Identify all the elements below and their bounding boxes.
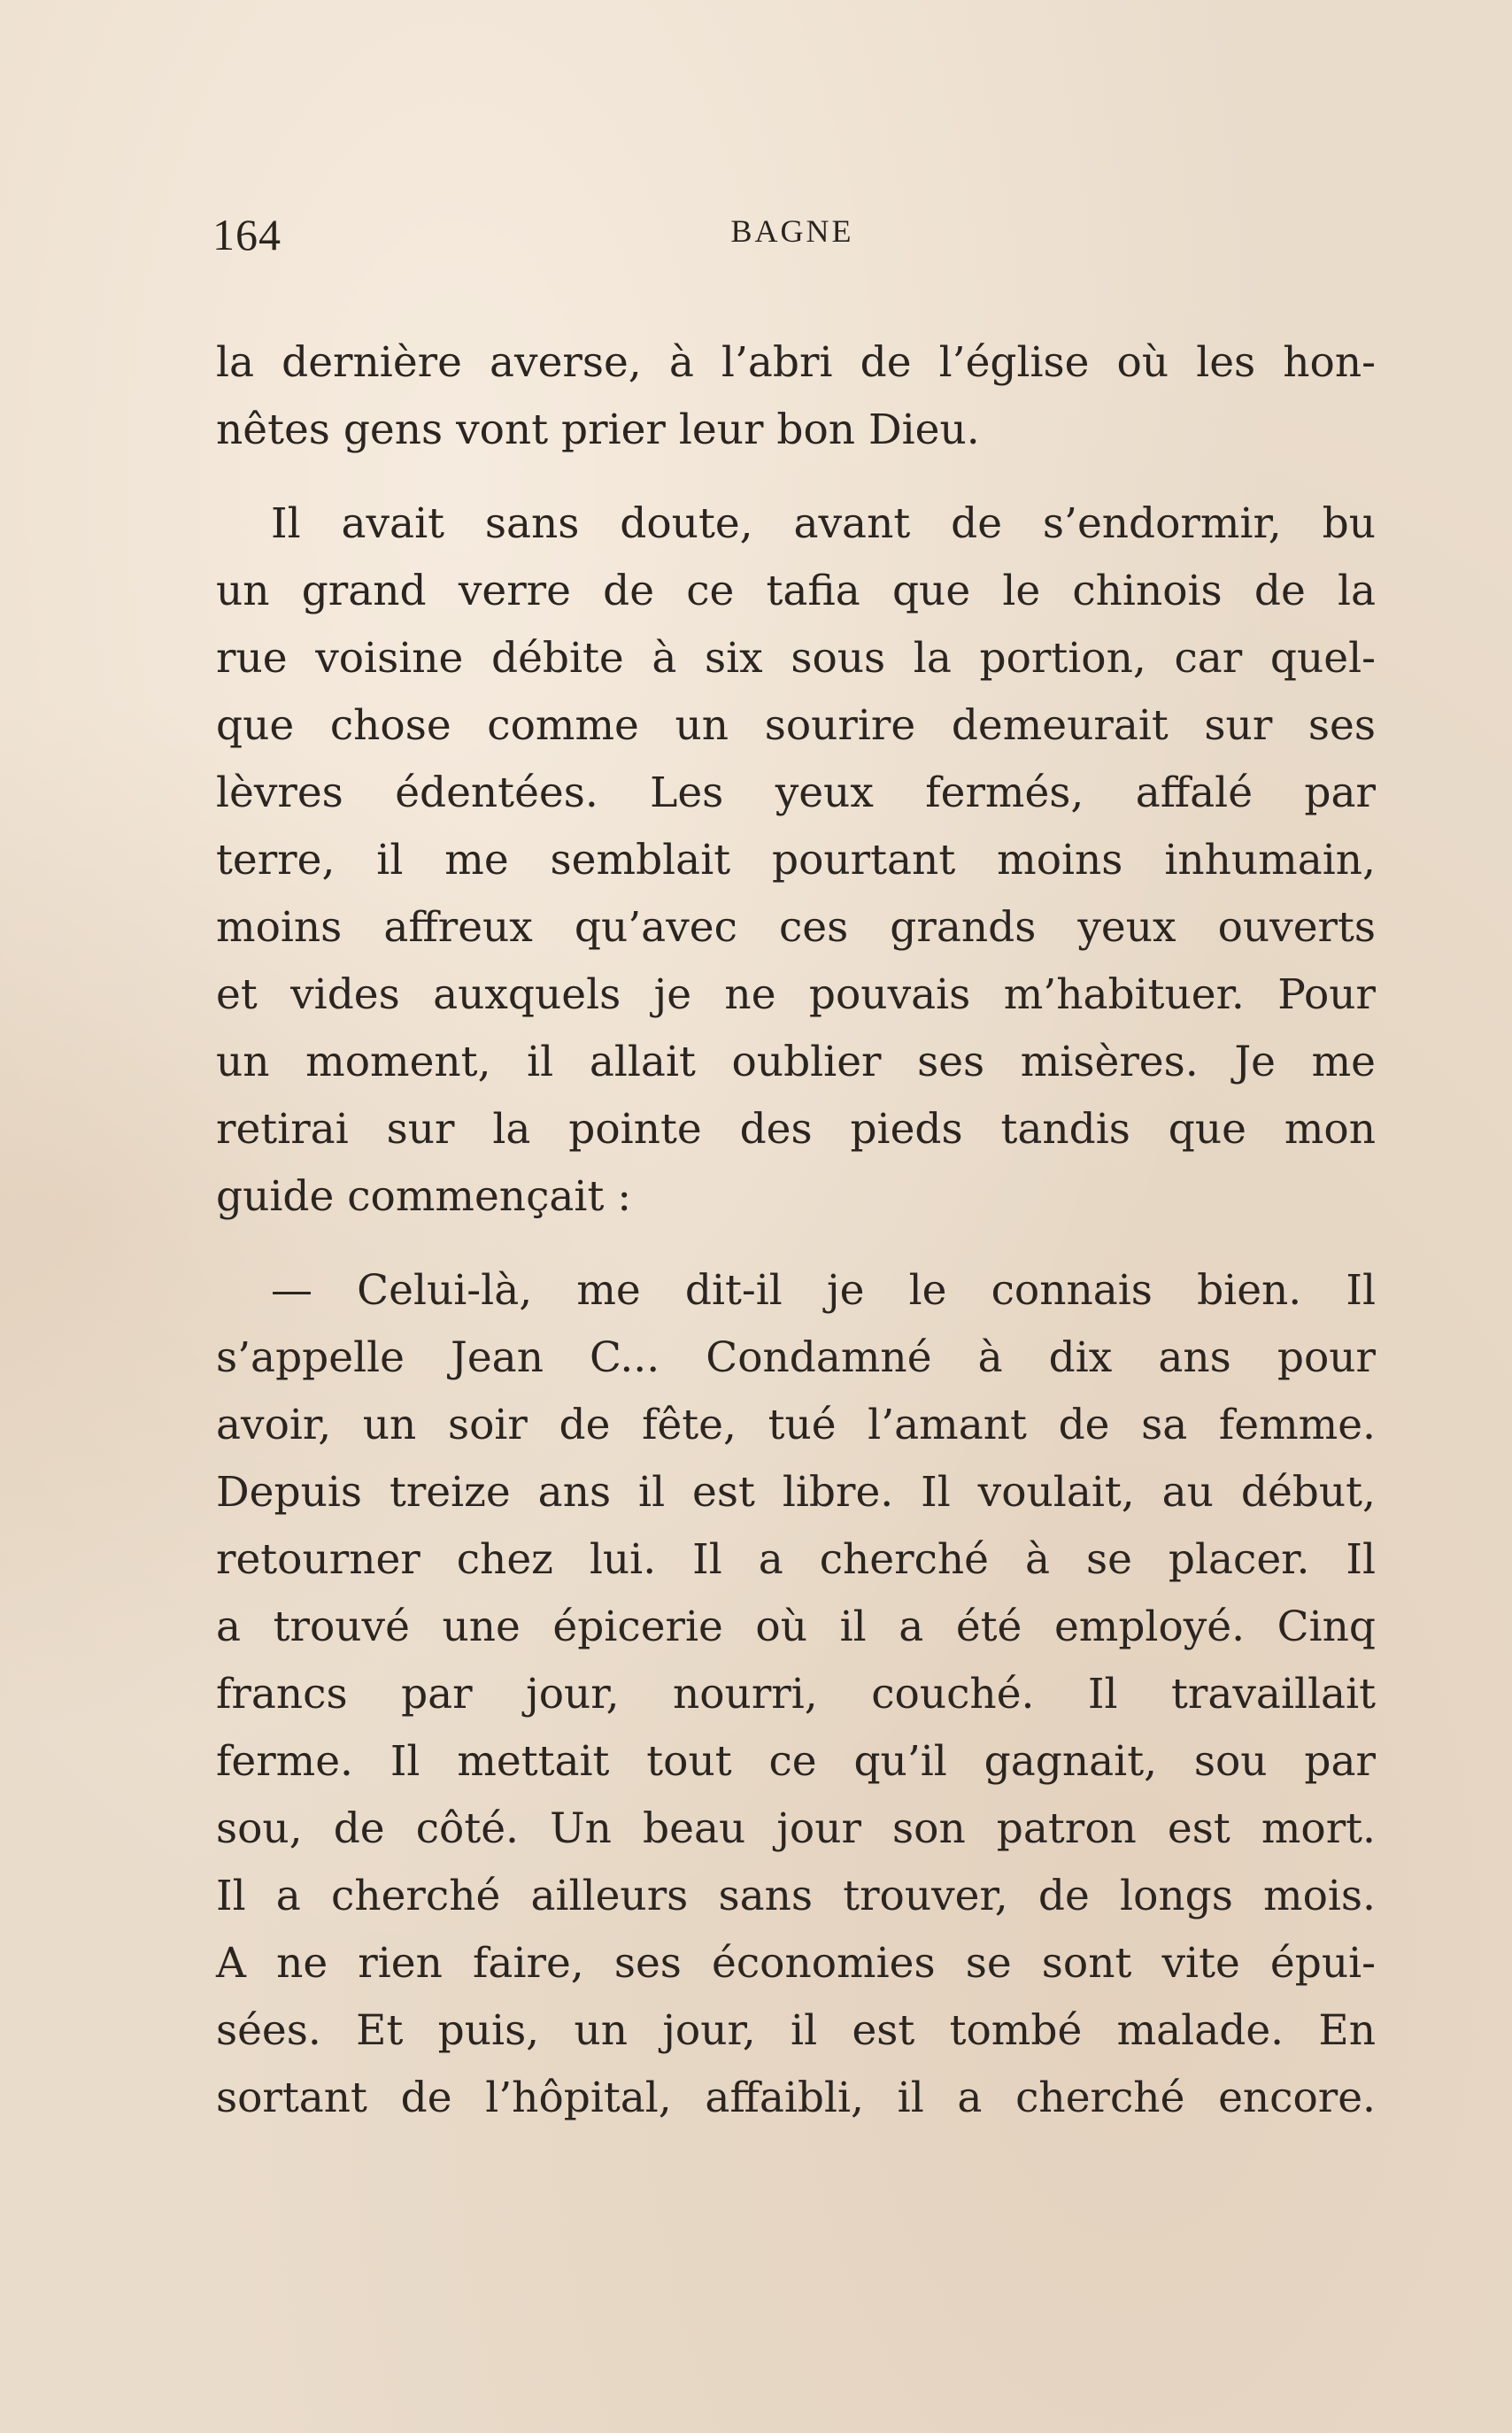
running-head: BAGNE xyxy=(730,213,854,249)
text-line: a trouvé une épicerie où il a été employé. Cinq xyxy=(216,1603,1376,1651)
text-line: guide commençait : xyxy=(216,1172,632,1221)
text-line: avoir, un soir de fête, tué l’amant de sa femme. xyxy=(216,1401,1376,1449)
paragraph-1 xyxy=(216,329,1376,464)
text-line: moins affreux qu’avec ces grands yeux ouverts xyxy=(216,903,1376,952)
text-line: sées. Et puis, un jour, il est tombé malade. En xyxy=(216,2006,1376,2055)
text-line: rue voisine débite à six sous la portion, car quel- xyxy=(216,634,1376,683)
page-header xyxy=(212,209,1372,262)
paragraph-2 xyxy=(216,490,1376,1231)
text-line: sortant de l’hôpital, affaibli, il a cherché encore. xyxy=(216,2074,1376,2122)
text-line: francs par jour, nourri, couché. Il travaillait xyxy=(216,1670,1376,1719)
text-line: un moment, il allait oublier ses misères. Je me xyxy=(216,1038,1376,1086)
text-line: sou, de côté. Un beau jour son patron est mort. xyxy=(216,1804,1376,1853)
text-line: Depuis treize ans il est libre. Il voulait, au début, xyxy=(216,1468,1376,1517)
paragraph-3 xyxy=(216,1257,1376,2132)
text-line: lèvres édentées. Les yeux fermés, affalé par xyxy=(216,769,1376,817)
text-line: — Celui-là, me dit-il je le connais bien. Il xyxy=(271,1266,1376,1315)
text-line: s’appelle Jean C... Condamné à dix ans pour xyxy=(216,1333,1376,1382)
text-line: la dernière averse, à l’abri de l’église où les hon- xyxy=(216,338,1376,387)
text-line: nêtes gens vont prier leur bon Dieu. xyxy=(216,406,980,454)
text-line: un grand verre de ce tafia que le chinois de la xyxy=(216,567,1376,615)
text-line: terre, il me semblait pourtant moins inhumain, xyxy=(216,836,1376,884)
text-line: et vides auxquels je ne pouvais m’habituer. Pour xyxy=(216,970,1376,1019)
body-text xyxy=(216,329,1376,2132)
text-line: retourner chez lui. Il a cherché à se placer. Il xyxy=(216,1535,1376,1584)
text-line: ferme. Il mettait tout ce qu’il gagnait, sou par xyxy=(216,1737,1376,1786)
page-number: 164 xyxy=(212,210,282,259)
text-line: Il a cherché ailleurs sans trouver, de longs mois. xyxy=(216,1872,1376,1920)
text-line: retirai sur la pointe des pieds tandis que mon xyxy=(216,1105,1376,1154)
text-line: Il avait sans doute, avant de s’endormir, bu xyxy=(271,499,1376,548)
text-line: A ne rien faire, ses économies se sont vite épui- xyxy=(216,1939,1376,1988)
text-line: que chose comme un sourire demeurait sur ses xyxy=(216,701,1376,750)
